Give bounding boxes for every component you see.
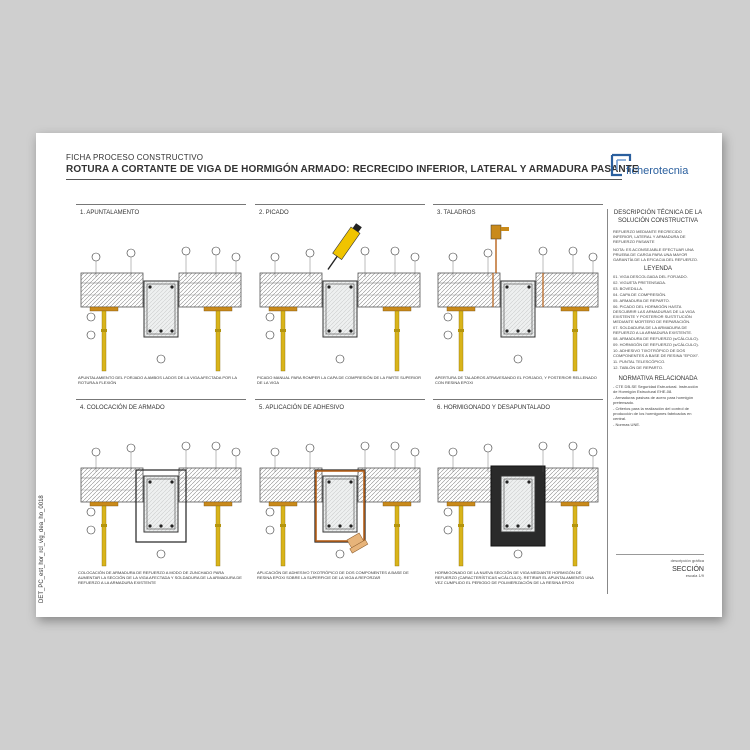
step-description: APUNTALAMIENTO DEL FORJADO A AMBOS LADOS DE LA VIGA AFECTADA POR LA ROTURA A FLEXIÓN [78,375,237,385]
step-panel-6 [433,399,603,592]
legend-item: 09. HORMIGÓN DE REFUERZO (s/CÁLCULO). [613,342,699,347]
normativa-item: - Normas UNE. [613,422,641,427]
drawing-sheet [36,133,722,617]
step-title: 6. HORMIGONADO Y DESAPUNTALADO [437,405,551,411]
legend-item: 07. SOLDADURA DE LA ARMADURA DE REFUERZO A LA ARMADURA EXISTENTE. [613,325,693,335]
description-title: DESCRIPCIÓN TÉCNICA DE LA SOLUCIÓN CONSTRUCTIVA [613,210,703,224]
footer-label: descripción gráfica [670,558,704,563]
technical-description-column [607,209,708,594]
legend-item: 11. PUNTAL TELESCÓPICO. [613,359,666,364]
legend-item: 01. VIGA DESCOLGADA DEL FORJADO. [613,274,688,279]
step-description: COLOCACIÓN DE ARMADURA DE REFUERZO A MODO DE ZUNCHADO PARA AUMENTAR LA SECCIÓN DE LA VIGA AFECTADA Y SOLDADURA DE LA ARMADURA DE REFUERZO A LA ARMADURA EXISTENTE [78,570,242,585]
section-drawing [76,217,246,373]
section-drawing [433,412,603,568]
logo-text: ficherotecnia [626,165,689,177]
title-rule [66,179,622,180]
normativa-item: - Criterios para la realización del control de producción de los hormigones fabricados en central. [613,406,692,421]
legend-item: 05. ARMADURA DE REPARTO. [613,298,670,303]
legend-item: 02. VIGUETA PRETENSADA. [613,280,667,285]
normativa-title: NORMATIVA RELACIONADA [618,376,698,382]
normativa-item: - CTE DB-SE Seguridad Estructural. Instrucción de Hormigón Estructural EHE-08. [613,384,698,394]
step-title: 4. COLOCACIÓN DE ARMADO [80,405,165,411]
step-panel-4 [76,399,246,592]
description-text: REFUERZO MEDIANTE RECRECIDO INFERIOR, LATERAL Y ARMADURA DE REFUERZO PASANTE [613,229,686,244]
step-panel-2 [255,204,425,397]
normativa-list [613,384,703,427]
step-panel-5 [255,399,425,592]
legend-item: 03. BOVEDILLA. [613,286,644,291]
normativa-item: - Armaduras pasivas de acero para hormigón pretensado. [613,395,694,405]
section-drawing [255,412,425,568]
step-title: 2. PICADO [259,210,289,216]
footer-section: SECCIÓN [672,566,704,573]
legend-item: 06. PICADO DEL HORMIGÓN HASTA DESCUBRIR LAS ARMADURAS DE LA VIGA EXISTENTE Y POSTERIOR SUSTITUCIÓN MEDIANTE MORTERO DE REPARACIÓN. [613,304,695,324]
step-panel-3 [433,204,603,397]
title-block [616,554,704,578]
legend-item: 08. ARMADURA DE REFUERZO (s/CÁLCULO). [613,336,699,341]
footer-scale: escala 1/9 [685,573,704,578]
section-drawing [433,217,603,373]
step-description: PICADO MANUAL PARA ROMPER LA CAPA DE COMPRESIÓN DE LA PARTE SUPERIOR DE LA VIGA [257,375,422,385]
legend-title: LEYENDA [643,266,672,272]
legend-item: 04. CAPA DE COMPRESIÓN. [613,292,667,297]
legend-item: 12. TABLÓN DE REPARTO. [613,365,664,370]
step-title: 1. APUNTALAMENTO [80,210,140,216]
ficherotecnia-logo [608,151,708,181]
drawing-code: DET_PC_est_hor_rcl_vig_dea_ho_0018 [39,495,45,603]
legend-list [613,274,703,370]
step-description: APLICACIÓN DE ADHESIVO TIXOTRÓPICO DE DOS COMPONENTES A BASE DE RESINA EPOXI SOBRE LA SUPERFICIE DE LA VIGA A REFORZAR [257,570,409,580]
step-title: 3. TALADROS [437,210,476,216]
step-description: HORMIGONADO DE LA NUEVA SECCIÓN DE VIGA MEDIANTE HORMIGÓN DE REFUERZO (CARACTERÍSTICAS s/CÁLCULO). RETIRAR EL APUNTALAMIENTO UNA VEZ CUMPLIDO EL PERIODO DE POLIMERIZACIÓN DE LA RESINA EPOXI [435,570,594,585]
legend-item: 10. ADHESIVO TIXOTRÓPICO DE DOS COMPONENTES A BASE DE RESINA "EPOXI". [613,348,700,358]
step-panel-1 [76,204,246,397]
document-title: ROTURA A CORTANTE DE VIGA DE HORMIGÓN ARMADO: RECRECIDO INFERIOR, LATERAL Y ARMADURA PASANTE [66,164,639,175]
step-title: 5. APLICACIÓN DE ADHESIVO [259,405,345,411]
section-drawing [76,412,246,568]
document-type: FICHA PROCESO CONSTRUCTIVO [66,153,204,162]
step-description: APERTURA DE TALADROS ATRAVESANDO EL FORJADO, Y POSTERIOR RELLENADO CON RESINA EPOXI [435,375,597,385]
section-drawing [255,217,425,373]
note-text: NOTA: ES ACONSEJABLE EFECTUAR UNA PRUEBA DE CARGA PARA UNA MAYOR GARANTÍA DE LA EFICACIA DEL REFUERZO. [613,247,698,262]
